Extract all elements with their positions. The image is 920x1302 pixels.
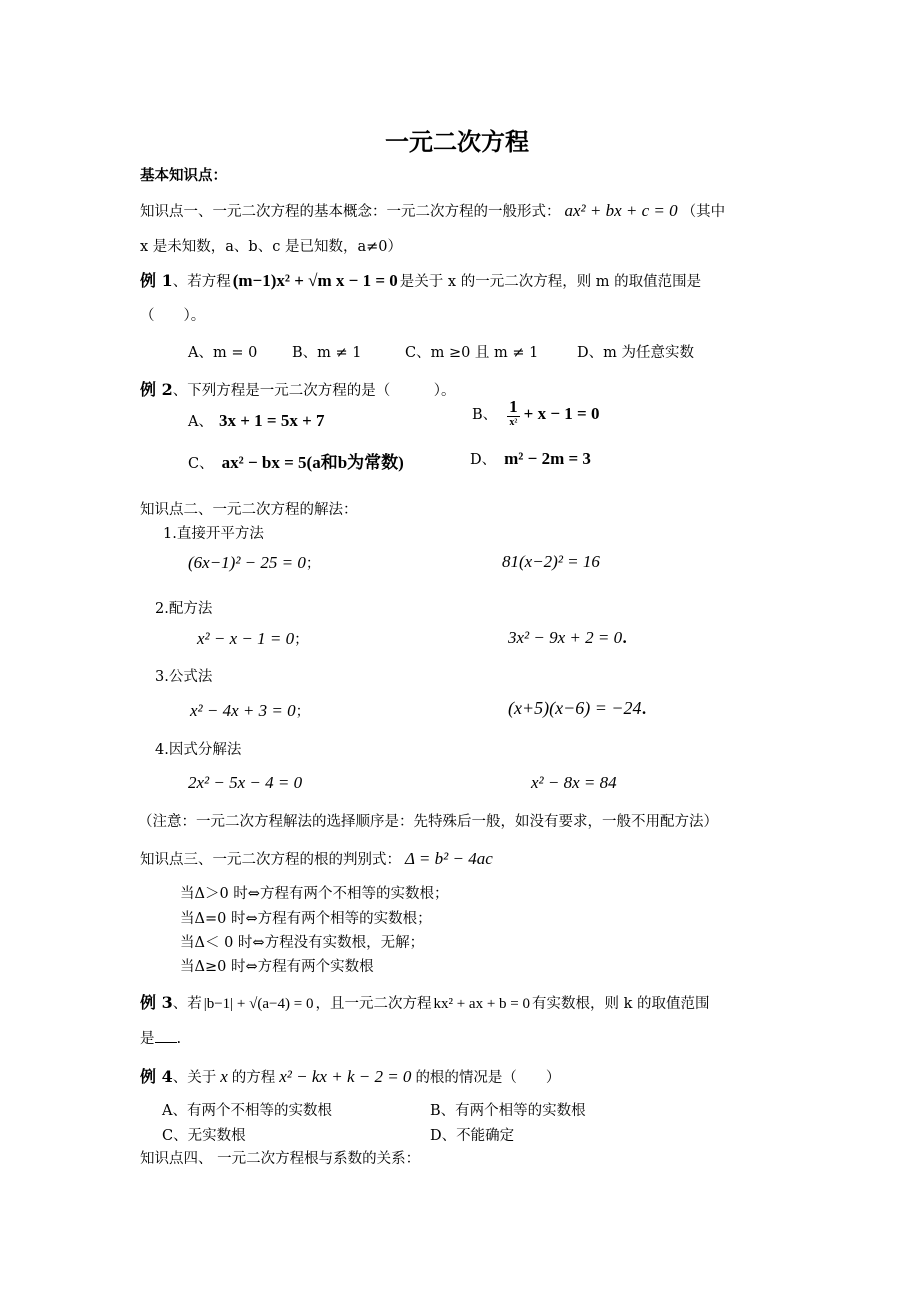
kp2-m3-eq1-line xyxy=(190,700,310,721)
ex4-stem xyxy=(140,1064,560,1087)
ex3-line2-text: 是 xyxy=(140,1031,155,1047)
ex3-pre: 、若 xyxy=(172,996,202,1012)
basic-knowledge-heading: 基本知识点： xyxy=(140,167,227,184)
kp2-m3-eq2-end: . xyxy=(641,701,647,718)
ex3-mid: ，且一元二次方程 xyxy=(315,996,432,1012)
ex1-pre: 、若方程 xyxy=(172,274,231,290)
kp2-m2-eq1-sep: ； xyxy=(294,632,309,648)
kp3-formula: Δ = b² − 4ac xyxy=(405,849,493,868)
kp2-m4-eq1: 2x² − 5x − 4 = 0 xyxy=(188,773,303,792)
kp2-m2-eq1-line xyxy=(197,628,309,649)
ex2-option-c xyxy=(188,448,404,473)
ex3-formula-1: |b−1| + √(a−4) = 0 xyxy=(203,996,314,1012)
ex4-option-b: B、有两个相等的实数根 xyxy=(430,1103,586,1119)
ex2-option-d-formula: m² − 2m = 3 xyxy=(504,449,591,468)
fraction-denominator: x² xyxy=(509,417,518,428)
ex1-post: 是关于 x 的一元二次方程，则 m 的取值范围是 xyxy=(399,274,702,290)
kp3-rule-1: 当Δ＞0 时⇔方程有两个不相等的实数根； xyxy=(180,886,449,902)
kp3-rule-2: 当Δ=0 时⇔方程有两个相等的实数根； xyxy=(180,911,432,927)
page-title: 一元二次方程 xyxy=(385,127,529,156)
ex2-option-b-fraction xyxy=(507,398,520,429)
kp3-line xyxy=(140,848,493,869)
answer-blank xyxy=(155,1042,177,1043)
ex2-option-a-label: A、 xyxy=(188,414,213,430)
ex4-var: x xyxy=(220,1067,228,1086)
kp2-m3-eq1-sep: ； xyxy=(295,704,311,720)
ex3-post: 有实数根，则 k 的取值范围 xyxy=(532,996,710,1012)
kp2-m2-eq2: 3x² − 9x + 2 = 0 xyxy=(508,628,623,647)
ex4-formula: x² − kx + k − 2 = 0 xyxy=(279,1067,412,1086)
ex4-option-c: C、无实数根 xyxy=(162,1128,246,1144)
ex2-option-b-rest: + x − 1 = 0 xyxy=(523,403,600,423)
kp2-m3-eq2: (x+5)(x−6) = −24 xyxy=(508,698,642,718)
kp1-line2: x 是未知数，a、b、c 是已知数，a≠0） xyxy=(140,239,402,255)
kp2-m2-eq2-line xyxy=(508,628,627,648)
ex2-stem xyxy=(140,377,455,400)
ex2-option-a-formula: 3x + 1 = 5x + 7 xyxy=(218,411,325,430)
ex2-option-d-label: D、 xyxy=(470,452,497,468)
ex3-line2-end: . xyxy=(176,1031,182,1047)
ex4-option-a: A、有两个不相等的实数根 xyxy=(162,1103,332,1119)
ex1-option-d: D、m 为任意实数 xyxy=(577,345,694,361)
kp2-m1-eq1-sep: ； xyxy=(305,556,321,572)
kp2-m1-eq1: (6x−1)² − 25 = 0 xyxy=(188,553,306,572)
fraction-numerator: 1 xyxy=(509,397,518,416)
ex2-option-a xyxy=(188,410,325,431)
kp2-m4-eq2: x² − 8x = 84 xyxy=(531,773,617,792)
kp2-note: （注意：一元二次方程解法的选择顺序是：先特殊后一般，如没有要求，一般不用配方法） xyxy=(138,814,718,830)
ex1-stem xyxy=(140,268,701,291)
kp2-m1-eq1-line xyxy=(188,552,320,573)
ex4-post: 的根的情况是（ ） xyxy=(415,1070,561,1086)
ex4-option-d: D、不能确定 xyxy=(430,1128,515,1144)
kp2-method-4: 4.因式分解法 xyxy=(155,742,242,758)
kp2-method-1: 1.直接开平方法 xyxy=(163,526,264,542)
kp1-text: 知识点一、一元二次方程的基本概念：一元二次方程的一般形式： xyxy=(140,204,561,220)
kp2-m2-eq1: x² − x − 1 = 0 xyxy=(197,629,295,648)
ex2-label: 例 2 xyxy=(140,380,173,399)
ex1-option-a: A、m = 0 xyxy=(188,345,258,361)
ex4-pre: 、关于 xyxy=(172,1070,217,1086)
kp2-method-3: 3.公式法 xyxy=(155,669,213,685)
ex1-option-c: C、m ≥0 且 m ≠ 1 xyxy=(405,345,539,361)
ex2-option-c-label: C、 xyxy=(188,456,214,472)
kp2-m3-eq1: x² − 4x + 3 = 0 xyxy=(190,701,296,720)
ex1-label: 例 1 xyxy=(140,271,173,290)
ex3-stem xyxy=(140,990,710,1013)
kp2-m2-eq2-end: . xyxy=(622,630,628,647)
ex2-option-b-label: B、 xyxy=(472,407,498,423)
kp1-line xyxy=(140,200,725,221)
ex3-label: 例 3 xyxy=(140,993,173,1012)
ex3-formula-2: kx² + ax + b = 0 xyxy=(433,996,530,1012)
ex1-option-b: B、m ≠ 1 xyxy=(292,345,362,361)
kp4-heading: 知识点四、 一元二次方程根与系数的关系： xyxy=(140,1151,421,1167)
ex2-option-d xyxy=(470,448,591,469)
ex2-option-c-formula: ax² − bx = 5(a和b为常数) xyxy=(221,453,404,472)
kp2-heading: 知识点二、一元二次方程的解法： xyxy=(140,502,358,518)
kp1-formula: ax² + bx + c = 0 xyxy=(564,201,678,220)
ex3-line2 xyxy=(140,1027,181,1048)
kp3-rule-3: 当Δ＜ 0 时⇔方程没有实数根，无解； xyxy=(180,935,425,951)
ex4-mid: 的方程 xyxy=(231,1070,276,1086)
ex1-line2: （ ）。 xyxy=(140,308,206,324)
kp3-rule-4: 当Δ≥0 时⇔方程有两个实数根 xyxy=(180,959,374,975)
ex4-label: 例 4 xyxy=(140,1067,173,1086)
kp2-m1-eq2: 81(x−2)² = 16 xyxy=(502,552,600,571)
ex2-stem-text: 、下列方程是一元二次方程的是（ ）。 xyxy=(172,383,456,399)
kp2-method-2: 2.配方法 xyxy=(155,601,213,617)
kp2-m3-eq2-line xyxy=(508,698,647,719)
kp3-heading: 知识点三、一元二次方程的根的判别式： xyxy=(140,852,401,868)
kp1-tail: （其中 xyxy=(681,204,726,220)
ex2-option-b xyxy=(472,398,599,429)
ex1-formula: (m−1)x² + √m x − 1 = 0 xyxy=(232,271,398,290)
